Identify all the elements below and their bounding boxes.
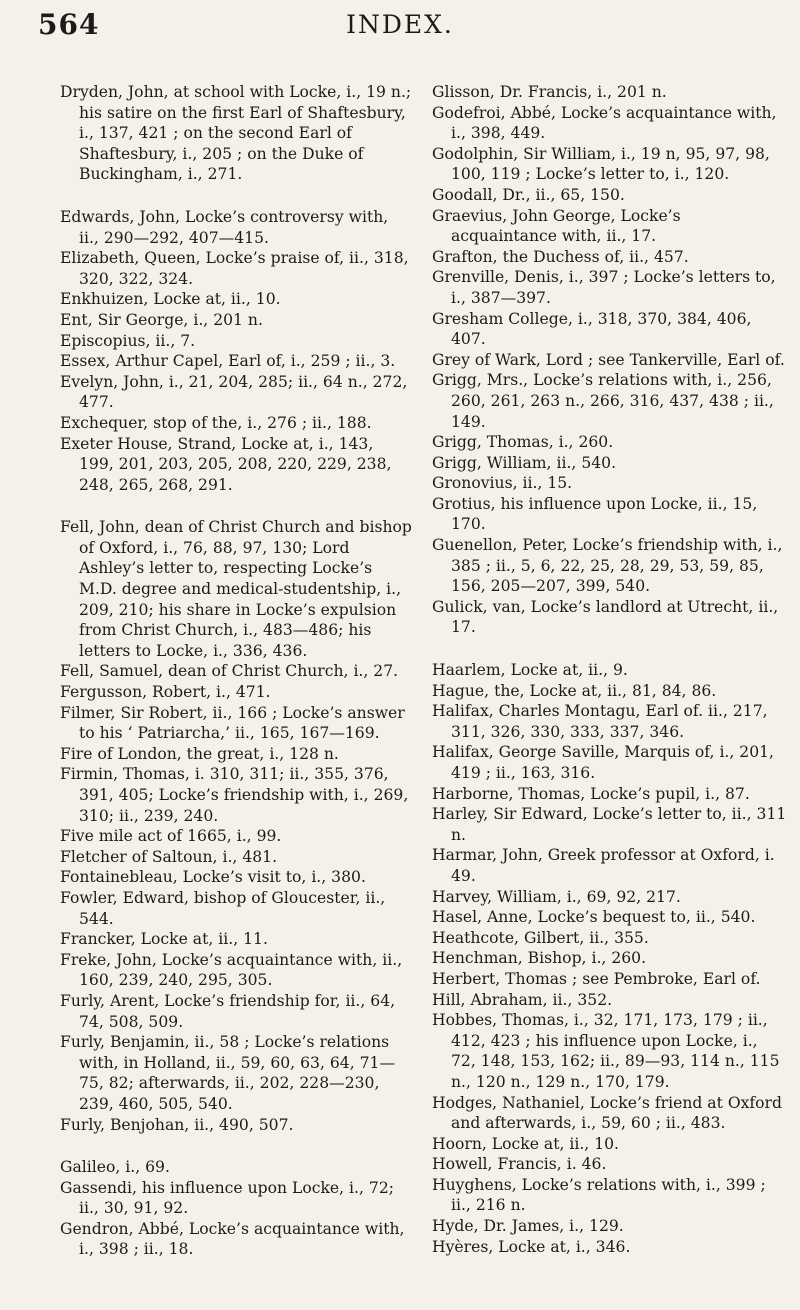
index-entry: Fell, Samuel, dean of Christ Church, i., 27.	[60, 662, 399, 681]
index-entry: Grenville, Denis, i., 397 ; Locke’s letters to, i., 387—397.	[432, 268, 776, 307]
letter-group	[60, 1157, 412, 1260]
index-entry: Herbert, Thomas ; see Pembroke, Earl of.	[432, 969, 761, 988]
index-entry: Grigg, Thomas, i., 260.	[432, 433, 614, 452]
index-entry: Harvey, William, i., 69, 92, 217.	[432, 887, 681, 906]
index-entry: Fell, John, dean of Christ Church and bishop of Oxford, i., 76, 88, 97, 130; Lord Ashley’s letter to, respecting Locke’s M.D. degree and medical-studentship, i., 209, 210; his share in Locke’s expulsion from Christ Church, i., 483—486; his letters to Locke, i., 336, 436.	[60, 518, 412, 660]
index-entry: Halifax, Charles Montagu, Earl of. ii., 217, 311, 326, 330, 333, 337, 346.	[432, 702, 768, 741]
index-entry: Howell, Francis, i. 46.	[432, 1155, 607, 1174]
index-entry: Gresham College, i., 318, 370, 384, 406, 407.	[432, 309, 752, 349]
index-entry: Goodall, Dr., ii., 65, 150.	[432, 185, 625, 204]
index-entry: Gronovius, ii., 15.	[432, 474, 573, 493]
index-entry: Haarlem, Locke at, ii., 9.	[432, 661, 628, 680]
index-entry: Glisson, Dr. Francis, i., 201 n.	[432, 83, 667, 101]
index-entry: Henchman, Bishop, i., 260.	[432, 949, 647, 968]
index-entry: Heathcote, Gilbert, ii., 355.	[432, 928, 649, 947]
index-entry: Hodges, Nathaniel, Locke’s friend at Oxford and afterwards, i., 59, 60 ; ii., 483.	[432, 1093, 782, 1133]
letter-group	[432, 660, 787, 1257]
index-entry: Firmin, Thomas, i. 310, 311; ii., 355, 376, 391, 405; Locke’s friendship with, i., 269, 310; ii., 239, 240.	[60, 765, 409, 825]
index-entry: Filmer, Sir Robert, ii., 166 ; Locke’s answer to his ‘ Patriarcha,’ ii., 165, 167—169.	[60, 703, 405, 743]
index-entry: Dryden, John, at school with Locke, i., 19 n.; his satire on the first Earl of Shaftesbury, i., 137, 421 ; on the second Earl of Shaftesbury, i., 205 ; on the Duke of Buckingham, i., 271.	[60, 83, 412, 184]
index-entry: Freke, John, Locke’s acquaintance with, ii., 160, 239, 240, 295, 305.	[60, 950, 403, 990]
index-entry: Halifax, George Saville, Marquis of, i., 201, 419 ; ii., 163, 316.	[432, 743, 775, 782]
index-entry: Harley, Sir Edward, Locke’s letter to, ii., 311 n.	[432, 805, 787, 844]
index-entry: Fergusson, Robert, i., 471.	[60, 683, 271, 702]
index-entry: Fletcher of Saltoun, i., 481.	[60, 847, 278, 866]
index-entry: Francker, Locke at, ii., 11.	[60, 930, 268, 949]
index-entry: Grigg, William, ii., 540.	[432, 453, 617, 472]
page-header	[0, 0, 800, 60]
index-entry: Guenellon, Peter, Locke’s friendship with, i., 385 ; ii., 5, 6, 22, 25, 28, 29, 53, 59, 85, 156, 205—207, 399, 540.	[432, 536, 783, 596]
index-entry: Hoorn, Locke at, ii., 10.	[432, 1134, 620, 1153]
index-entry: Gendron, Abbé, Locke’s acquaintance with, i., 398 ; ii., 18.	[60, 1219, 405, 1259]
letter-group	[60, 207, 412, 495]
index-entry: Grey of Wark, Lord ; see Tankerville, Earl of.	[432, 350, 785, 369]
index-entry: Gassendi, his influence upon Locke, i., 72; ii., 30, 91, 92.	[60, 1178, 395, 1218]
page-number: 564	[38, 8, 100, 41]
index-entry: Fontainebleau, Locke’s visit to, i., 380.	[60, 868, 366, 887]
letter-group	[432, 82, 787, 638]
index-entry: Evelyn, John, i., 21, 204, 285; ii., 64 n., 272, 477.	[60, 372, 408, 412]
index-entry: Essex, Arthur Capel, Earl of, i., 259 ; ii., 3.	[60, 352, 396, 371]
index-entry: Gulick, van, Locke’s landlord at Utrecht, ii., 17.	[432, 597, 779, 637]
index-entry: Hasel, Anne, Locke’s bequest to, ii., 540.	[432, 908, 756, 927]
index-entry: Exchequer, stop of the, i., 276 ; ii., 188.	[60, 413, 372, 432]
index-entry: Elizabeth, Queen, Locke’s praise of, ii., 318, 320, 322, 324.	[60, 249, 409, 288]
index-entry: Hague, the, Locke at, ii., 81, 84, 86.	[432, 681, 717, 700]
index-entry: Harborne, Thomas, Locke’s pupil, i., 87.	[432, 784, 750, 803]
index-entry: Ent, Sir George, i., 201 n.	[60, 310, 263, 329]
index-entry: Furly, Benjohan, ii., 490, 507.	[60, 1115, 294, 1134]
index-column-left	[60, 82, 412, 1260]
index-entry: Huyghens, Locke’s relations with, i., 399 ; ii., 216 n.	[432, 1175, 766, 1215]
index-entry: Grafton, the Duchess of, ii., 457.	[432, 247, 689, 266]
letter-group	[60, 82, 412, 185]
index-entry: Furly, Benjamin, ii., 58 ; Locke’s relations with, in Holland, ii., 59, 60, 63, 64, 71—75, 82; afterwards, ii., 202, 228—230, 239, 460, 505, 540.	[60, 1033, 396, 1113]
index-entry: Hobbes, Thomas, i., 32, 171, 173, 179 ; ii., 412, 423 ; his influence upon Locke, i., 72, 148, 153, 162; ii., 89—93, 114 n., 115 n., 120 n., 129 n., 170, 179.	[432, 1011, 780, 1091]
index-entry: Furly, Arent, Locke’s friendship for, ii., 64, 74, 508, 509.	[60, 991, 396, 1031]
index-entry: Godolphin, Sir William, i., 19 n, 95, 97, 98, 100, 119 ; Locke’s letter to, i., 120.	[432, 144, 770, 184]
index-entry: Grotius, his influence upon Locke, ii., 15, 170.	[432, 494, 758, 534]
index-entry: Hyde, Dr. James, i., 129.	[432, 1217, 624, 1236]
index-entry: Exeter House, Strand, Locke at, i., 143, 199, 201, 203, 205, 208, 220, 229, 238, 248, 265, 268, 291.	[60, 434, 392, 494]
index-entry: Graevius, John George, Locke’s acquaintance with, ii., 17.	[432, 206, 681, 246]
index-entry: Fowler, Edward, bishop of Gloucester, ii., 544.	[60, 888, 386, 928]
index-entry: Hyères, Locke at, i., 346.	[432, 1237, 631, 1256]
index-entry: Galileo, i., 69.	[60, 1158, 170, 1177]
index-column-right	[432, 82, 787, 1257]
index-entry: Edwards, John, Locke’s controversy with, ii., 290—292, 407—415.	[60, 207, 389, 247]
letter-group	[60, 517, 412, 1135]
index-entry: Grigg, Mrs., Locke’s relations with, i., 256, 260, 261, 263 n., 266, 316, 437, 438 ; ii., 149.	[432, 371, 774, 431]
index-entry: Fire of London, the great, i., 128 n.	[60, 744, 339, 763]
index-entry: Harmar, John, Greek professor at Oxford, i. 49.	[432, 846, 775, 885]
index-entry: Hill, Abraham, ii., 352.	[432, 990, 613, 1009]
index-entry: Episcopius, ii., 7.	[60, 331, 196, 350]
index-entry: Godefroi, Abbé, Locke’s acquaintance with, i., 398, 449.	[432, 103, 777, 143]
running-head: INDEX.	[346, 10, 454, 39]
index-entry: Enkhuizen, Locke at, ii., 10.	[60, 290, 281, 309]
index-entry: Five mile act of 1665, i., 99.	[60, 827, 282, 846]
